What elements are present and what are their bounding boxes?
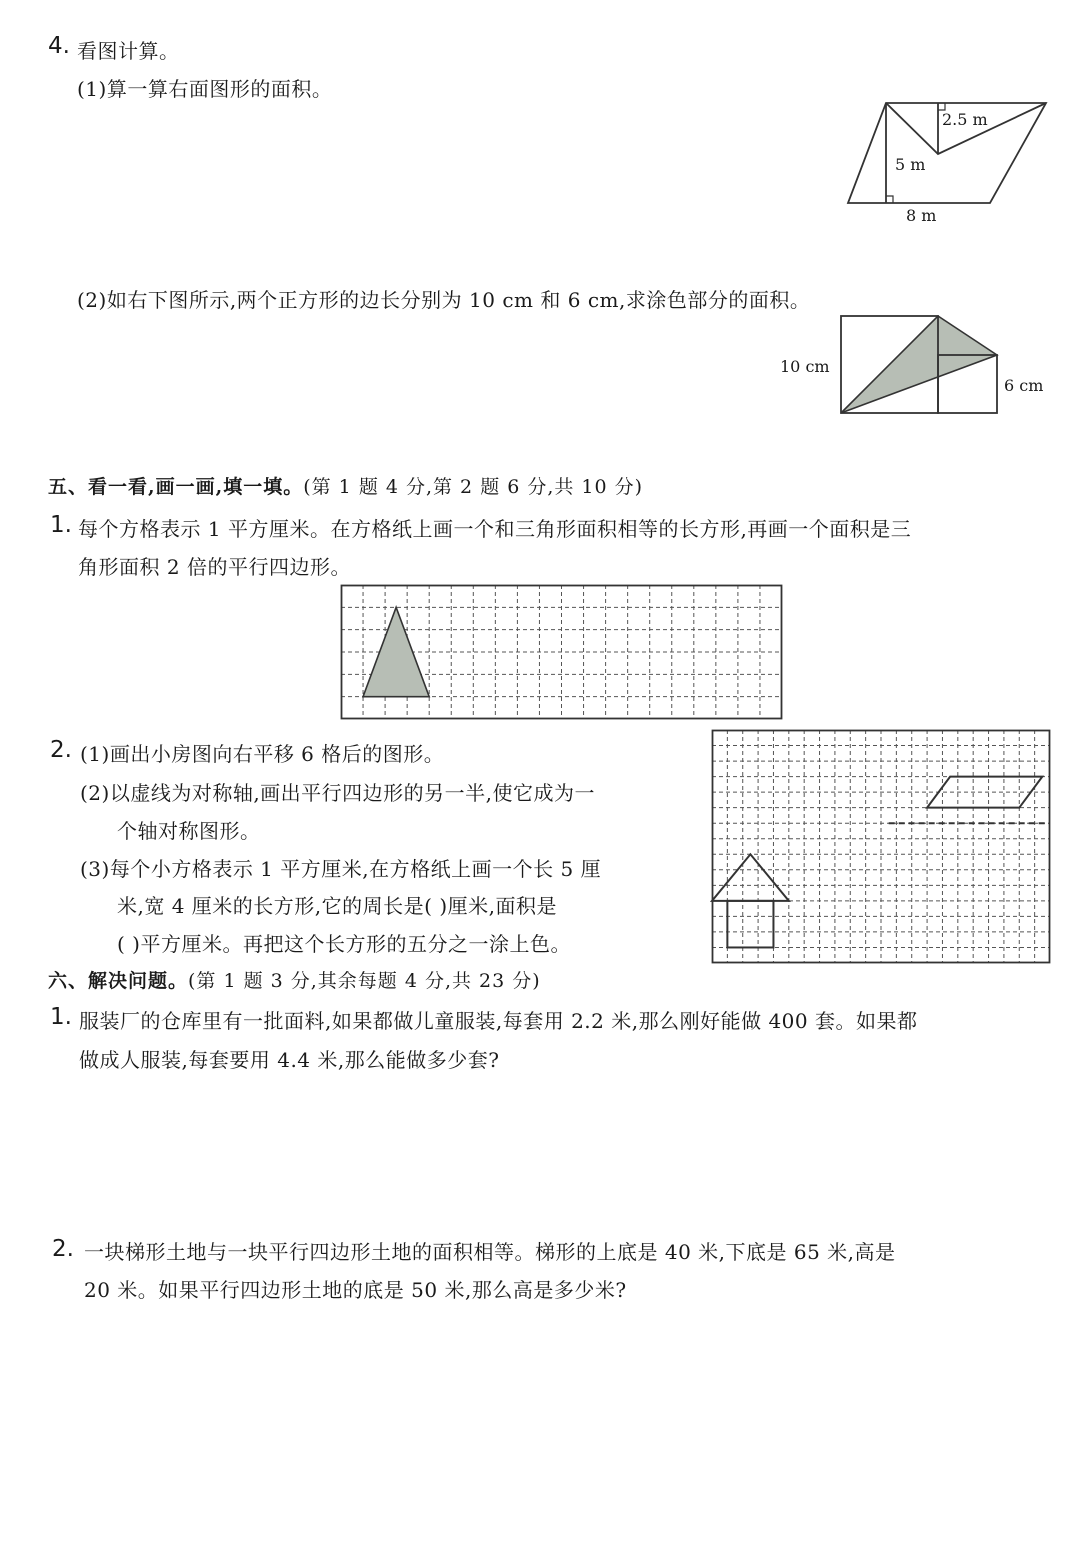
small-square xyxy=(938,355,997,413)
section6-score: (第 1 题 3 分,其余每题 4 分,共 23 分) xyxy=(188,970,541,992)
grid-house xyxy=(712,730,1050,963)
label-6cm: 6 cm xyxy=(1004,376,1044,395)
shaded-triangle xyxy=(841,316,997,413)
s6-q1-line2: 做成人服装,每套要用 4.4 米,那么能做多少套? xyxy=(79,1048,500,1072)
s5-q1-line1: 每个方格表示 1 平方厘米。在方格纸上画一个和三角形面积相等的长方形,再画一个面积是三 xyxy=(78,517,912,541)
house-body xyxy=(727,901,773,948)
section5-score: (第 1 题 4 分,第 2 题 6 分,共 10 分) xyxy=(303,476,644,498)
label-10cm: 10 cm xyxy=(780,357,830,376)
section5-title: 五、看一看,画一画,填一填。 xyxy=(48,476,304,498)
s5-q1-number: 1. xyxy=(50,512,72,538)
right-angle-mark xyxy=(886,196,893,203)
section6-heading xyxy=(48,966,541,993)
q4-part2-text: (2)如右下图所示,两个正方形的边长分别为 10 cm 和 6 cm,求涂色部分的面积。 xyxy=(77,288,811,312)
s6-q2-line1: 一块梯形土地与一块平行四边形土地的面积相等。梯形的上底是 40 米,下底是 65 米,高是 xyxy=(84,1240,896,1264)
house-roof xyxy=(712,854,789,901)
label-2-5m: 2.5 m xyxy=(942,110,988,129)
s5-q2-part2-line1: (2)以虚线为对称轴,画出平行四边形的另一半,使它成为一 xyxy=(80,781,596,805)
section6-title: 六、解决问题。 xyxy=(48,970,189,992)
s6-q1-line1: 服装厂的仓库里有一批面料,如果都做儿童服装,每套用 2.2 米,那么刚好能做 400 套。如果都 xyxy=(79,1009,918,1033)
s5-q2-part2-line2: 个轴对称图形。 xyxy=(117,819,261,843)
s5-q2-number: 2. xyxy=(50,737,72,763)
label-8m: 8 m xyxy=(906,206,937,225)
s6-q2-line2: 20 米。如果平行四边形土地的底是 50 米,那么高是多少米? xyxy=(84,1278,627,1302)
s6-q1-number: 1. xyxy=(50,1004,72,1030)
s5-q2-part3-line2: 米,宽 4 厘米的长方形,它的周长是( )厘米,面积是 xyxy=(117,894,557,918)
q4-title: 看图计算。 xyxy=(77,39,180,63)
right-angle-mark xyxy=(938,103,945,110)
s5-q2-part3-line1: (3)每个小方格表示 1 平方厘米,在方格纸上画一个长 5 厘 xyxy=(80,857,602,881)
section5-heading xyxy=(48,472,643,499)
q4-part1-text: (1)算一算右面图形的面积。 xyxy=(77,77,333,101)
s5-q2-part3-line3: ( )平方厘米。再把这个长方形的五分之一涂上色。 xyxy=(117,932,571,956)
s5-q2-part1: (1)画出小房图向右平移 6 格后的图形。 xyxy=(80,742,445,766)
big-square xyxy=(841,316,938,413)
q4-number: 4. xyxy=(48,33,70,59)
grid-triangle xyxy=(341,585,782,719)
s6-q2-number: 2. xyxy=(52,1236,74,1262)
s5-q1-line2: 角形面积 2 倍的平行四边形。 xyxy=(78,555,351,579)
label-5m: 5 m xyxy=(895,155,926,174)
